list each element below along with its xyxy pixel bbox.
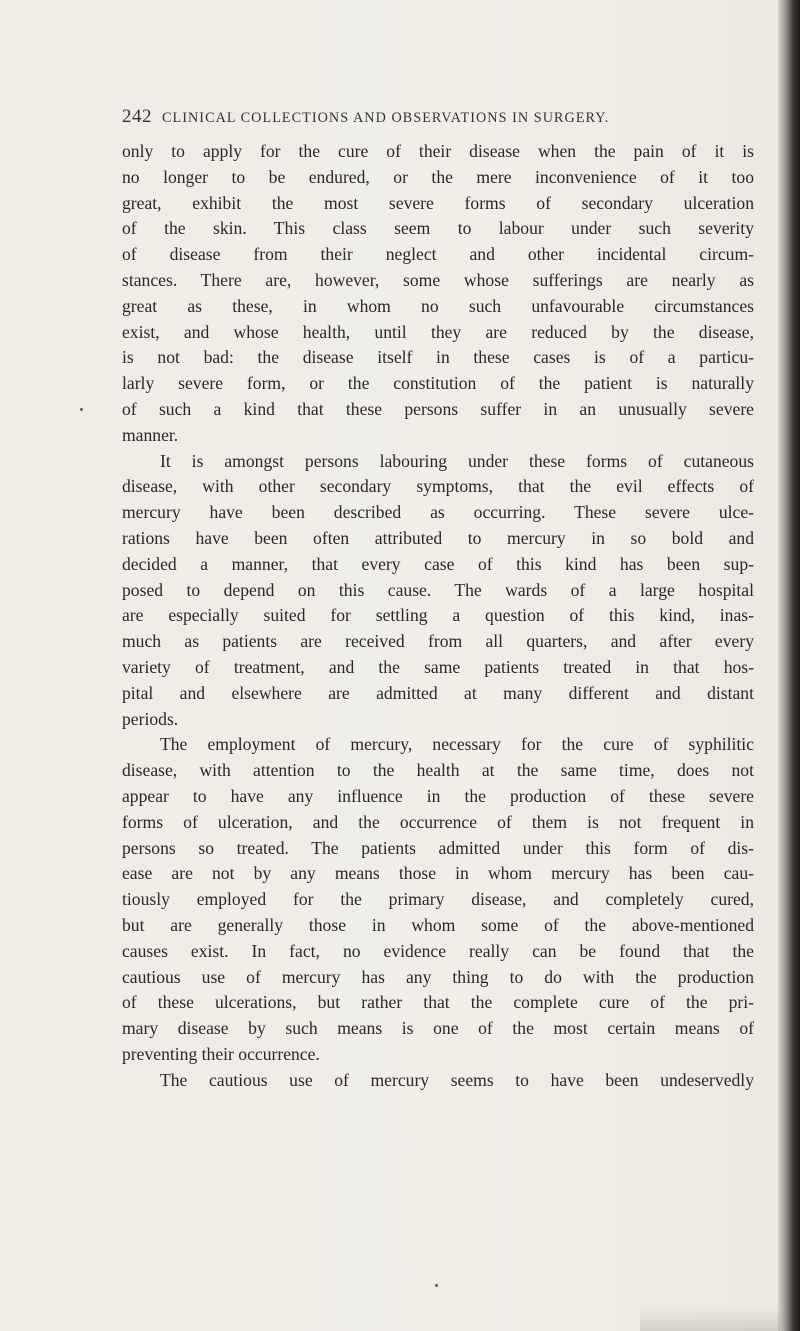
text-line: much as patients are received from all quarters, and after every	[122, 631, 754, 652]
paragraph	[122, 1068, 754, 1094]
page-bottom-shadow	[640, 1307, 780, 1331]
text-line: appear to have any influence in the production of these severe	[122, 785, 754, 806]
text-line: tiously employed for the primary disease, and completely cured,	[122, 889, 754, 910]
text-line: posed to depend on this cause. The wards of a large hospital	[122, 579, 754, 600]
text-line: The employment of mercury, necessary for the cure of syphilitic	[160, 734, 754, 755]
text-line: pital and elsewhere are admitted at many different and distant	[122, 682, 754, 703]
text-line: but are generally those in whom some of the above-mentioned	[122, 914, 754, 935]
text-line: mary disease by such means is one of the most certain means of	[122, 1018, 754, 1039]
text-line: of disease from their neglect and other incidental circum-	[122, 244, 754, 265]
ink-speck	[80, 408, 83, 411]
text-line: of the skin. This class seem to labour under such severity	[122, 218, 754, 239]
text-line: only to apply for the cure of their disease when the pain of it is	[122, 141, 754, 161]
text-line: disease, with other secondary symptoms, that the evil effects of	[122, 476, 754, 497]
text-line: great as these, in whom no such unfavourable circumstances	[122, 295, 754, 316]
text-line: exist, and whose health, until they are reduced by the disease,	[122, 321, 754, 342]
page-edge-shadow	[778, 0, 800, 1331]
text-line: mercury have been described as occurring. These severe ulce-	[122, 502, 754, 523]
text-line: manner.	[122, 424, 179, 445]
paragraph	[122, 732, 754, 1067]
text-line: of these ulcerations, but rather that the complete cure of the pri-	[122, 992, 754, 1013]
text-line: causes exist. In fact, no evidence really can be found that the	[122, 940, 754, 961]
text-line: The cautious use of mercury seems to have been undeservedly	[160, 1069, 754, 1090]
text-line: forms of ulceration, and the occurrence of them is not frequent in	[122, 811, 754, 832]
text-line: are especially suited for settling a question of this kind, inas-	[122, 605, 754, 626]
text-line: ease are not by any means those in whom mercury has been cau-	[122, 863, 754, 884]
page-header	[122, 106, 742, 130]
text-line: periods.	[122, 708, 179, 729]
paragraph	[122, 139, 754, 449]
text-line: great, exhibit the most severe forms of secondary ulceration	[122, 192, 754, 213]
running-head: CLINICAL COLLECTIONS AND OBSERVATIONS IN SURGERY.	[162, 110, 610, 126]
paragraph	[122, 449, 754, 733]
text-line: rations have been often attributed to mercury in so bold and	[122, 527, 754, 548]
text-line: no longer to be endured, or the mere inconvenience of it too	[122, 166, 754, 187]
ink-speck	[435, 1284, 438, 1287]
text-line: variety of treatment, and the same patients treated in that hos-	[122, 656, 754, 677]
body-text	[122, 139, 754, 1093]
text-line: decided a manner, that every case of this kind has been sup-	[122, 553, 754, 574]
text-line: is not bad: the disease itself in these cases is of a particu-	[122, 347, 754, 368]
text-line: persons so treated. The patients admitted under this form of dis-	[122, 837, 754, 858]
text-line: of such a kind that these persons suffer in an unusually severe	[122, 398, 754, 419]
text-line: It is amongst persons labouring under these forms of cutaneous	[160, 450, 754, 471]
page-number: 242	[122, 106, 152, 127]
text-line: preventing their occurrence.	[122, 1043, 320, 1064]
text-line: larly severe form, or the constitution of the patient is naturally	[122, 373, 754, 394]
text-line: disease, with attention to the health at the same time, does not	[122, 760, 754, 781]
text-line: stances. There are, however, some whose sufferings are nearly as	[122, 269, 754, 290]
text-line: cautious use of mercury has any thing to do with the production	[122, 966, 754, 987]
